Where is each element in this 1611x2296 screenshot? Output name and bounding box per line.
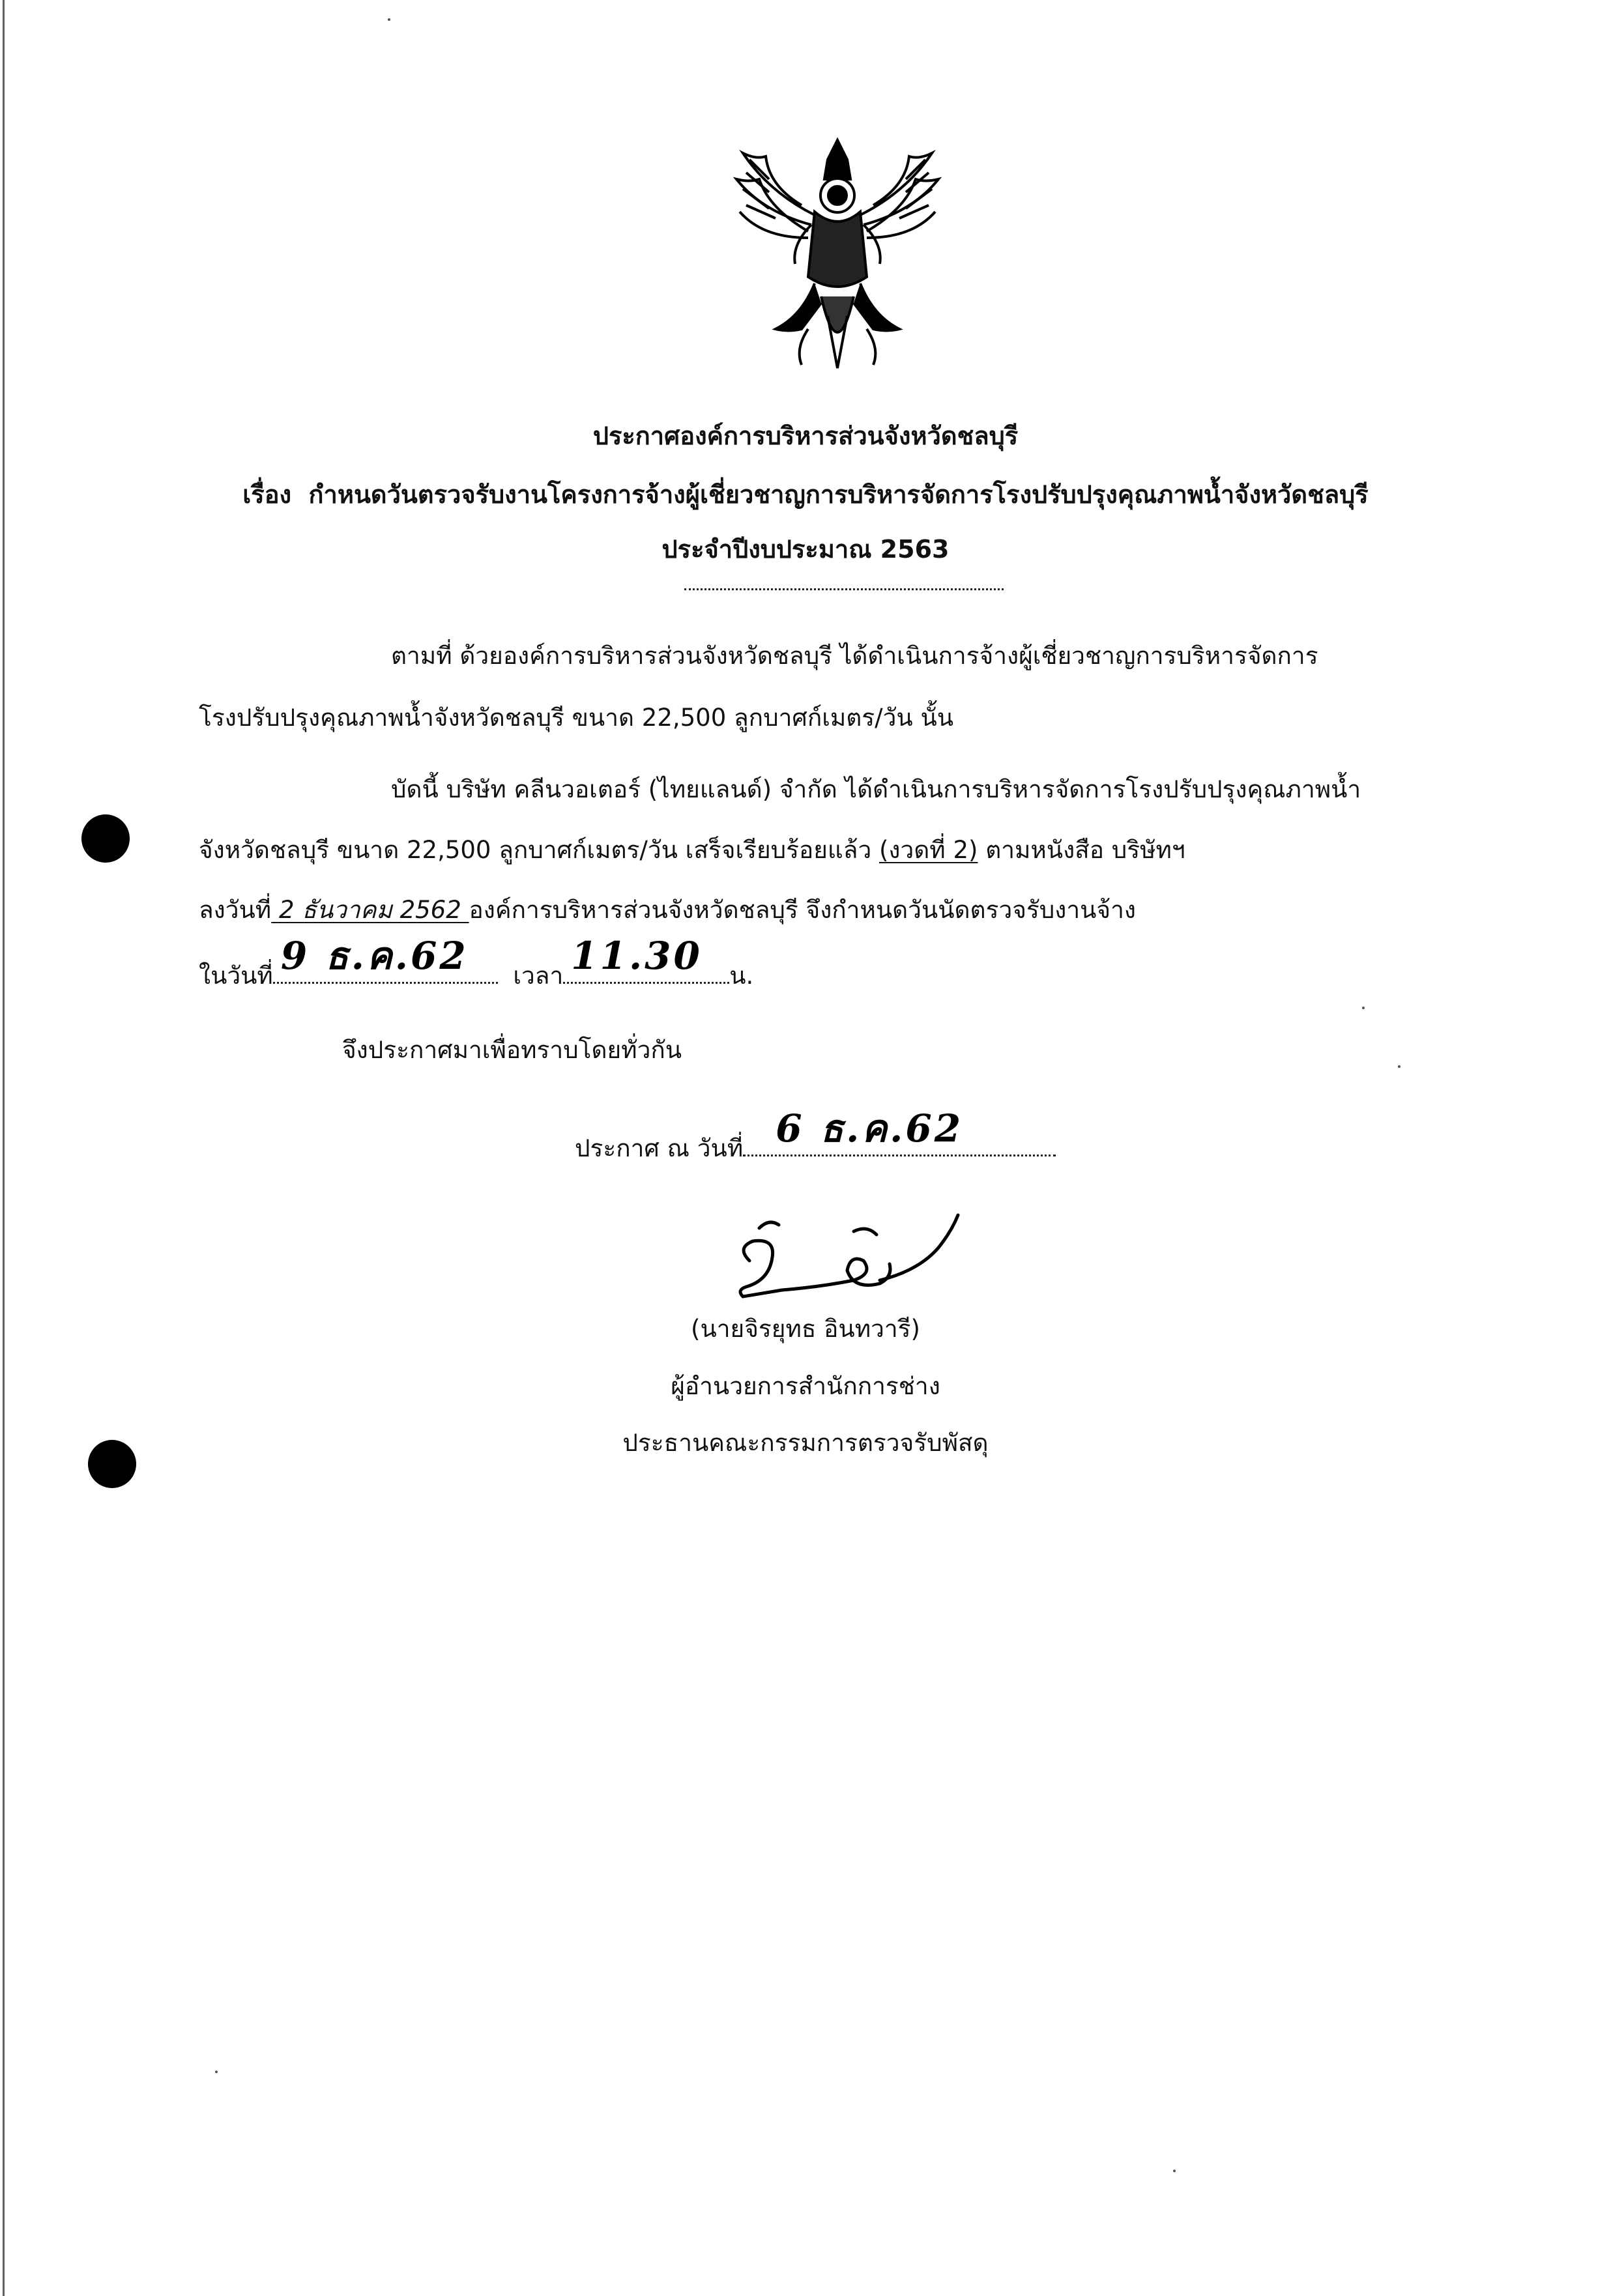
announcement-date-handwritten: 6 ธ.ค.62 xyxy=(776,1106,964,1151)
signatory-position: ผู้อำนวยการสำนักการช่าง xyxy=(671,1372,940,1400)
announcement-title: ประกาศองค์การบริหารส่วนจังหวัดชลบุรี xyxy=(592,422,1019,450)
signatory-name: (นายจิรยุทธ อินทวารี) xyxy=(691,1315,920,1343)
signatory-role: ประธานคณะกรรมการตรวจรับพัสดุ xyxy=(622,1429,989,1457)
para2-line4 xyxy=(199,934,754,990)
garuda-emblem xyxy=(730,134,945,375)
scan-speck xyxy=(1173,2170,1176,2172)
time-unit: น. xyxy=(729,962,754,990)
inspection-date-handwritten: 9 ธ.ค.62 xyxy=(280,934,469,979)
para1-line2: โรงปรับปรุงคุณภาพน้ำจังหวัดชลบุรี ขนาด 22,500 ลูกบาศก์เมตร/วัน นั้น xyxy=(199,704,954,732)
announcement-date-line xyxy=(575,1106,1056,1163)
para2-line2-text-b: ตามหนังสือ บริษัทฯ xyxy=(978,836,1185,864)
scan-speck xyxy=(215,2071,218,2073)
title-separator xyxy=(684,588,1004,590)
inspection-date-field xyxy=(273,934,498,984)
para2-line1: บัดนี้ บริษัท คลีนวอเตอร์ (ไทยแลนด์) จำกัด ได้ดำเนินการบริหารจัดการโรงปรับปรุงคุณภาพน้ำ xyxy=(391,775,1361,803)
announcement-subject xyxy=(0,474,1611,514)
date-label: ในวันที่ xyxy=(199,962,273,990)
scan-edge-line xyxy=(3,0,5,2296)
scan-speck xyxy=(1362,1007,1365,1009)
announcement-date-label: ประกาศ ณ วันที่ xyxy=(575,1134,744,1162)
para2-line3-text: องค์การบริหารส่วนจังหวัดชลบุรี จึงกำหนดวันนัดตรวจรับงานจ้าง xyxy=(469,896,1136,924)
installment-number: (งวดที่ 2) xyxy=(879,836,978,864)
inspection-time-handwritten: 11.30 xyxy=(571,934,703,979)
announcement-date-field xyxy=(743,1106,1056,1156)
scan-speck xyxy=(1398,1065,1401,1068)
scan-speck xyxy=(388,18,390,21)
subject-label: เรื่อง xyxy=(242,480,292,509)
para2-line3 xyxy=(199,896,1136,925)
punch-hole-upper xyxy=(81,814,130,863)
subject-text: กำหนดวันตรวจรับงานโครงการจ้างผู้เชี่ยวชาญการบริหารจัดการโรงปรับปรุงคุณภาพน้ำจังหวัดชลบุรี xyxy=(308,480,1369,509)
para2-line2-text-a: จังหวัดชลบุรี ขนาด 22,500 ลูกบาศก์เมตร/วัน เสร็จเรียบร้อยแล้ว xyxy=(199,836,879,864)
company-letter-date: 2 ธันวาคม 2562 xyxy=(271,896,469,924)
fiscal-year: ประจำปีงบประมาณ 2563 xyxy=(661,535,950,564)
para2-line3-label: ลงวันที่ xyxy=(199,896,272,924)
closing-statement: จึงประกาศมาเพื่อทราบโดยทั่วกัน xyxy=(342,1036,682,1064)
para2-line2 xyxy=(199,836,1185,865)
time-label: เวลา xyxy=(513,962,564,990)
inspection-time-field xyxy=(563,934,729,984)
para1-line1: ตามที่ ด้วยองค์การบริหารส่วนจังหวัดชลบุรี ได้ดำเนินการจ้างผู้เชี่ยวชาญการบริหารจัดการ xyxy=(391,642,1318,670)
punch-hole-lower xyxy=(88,1440,136,1488)
handwritten-signature xyxy=(723,1209,997,1300)
